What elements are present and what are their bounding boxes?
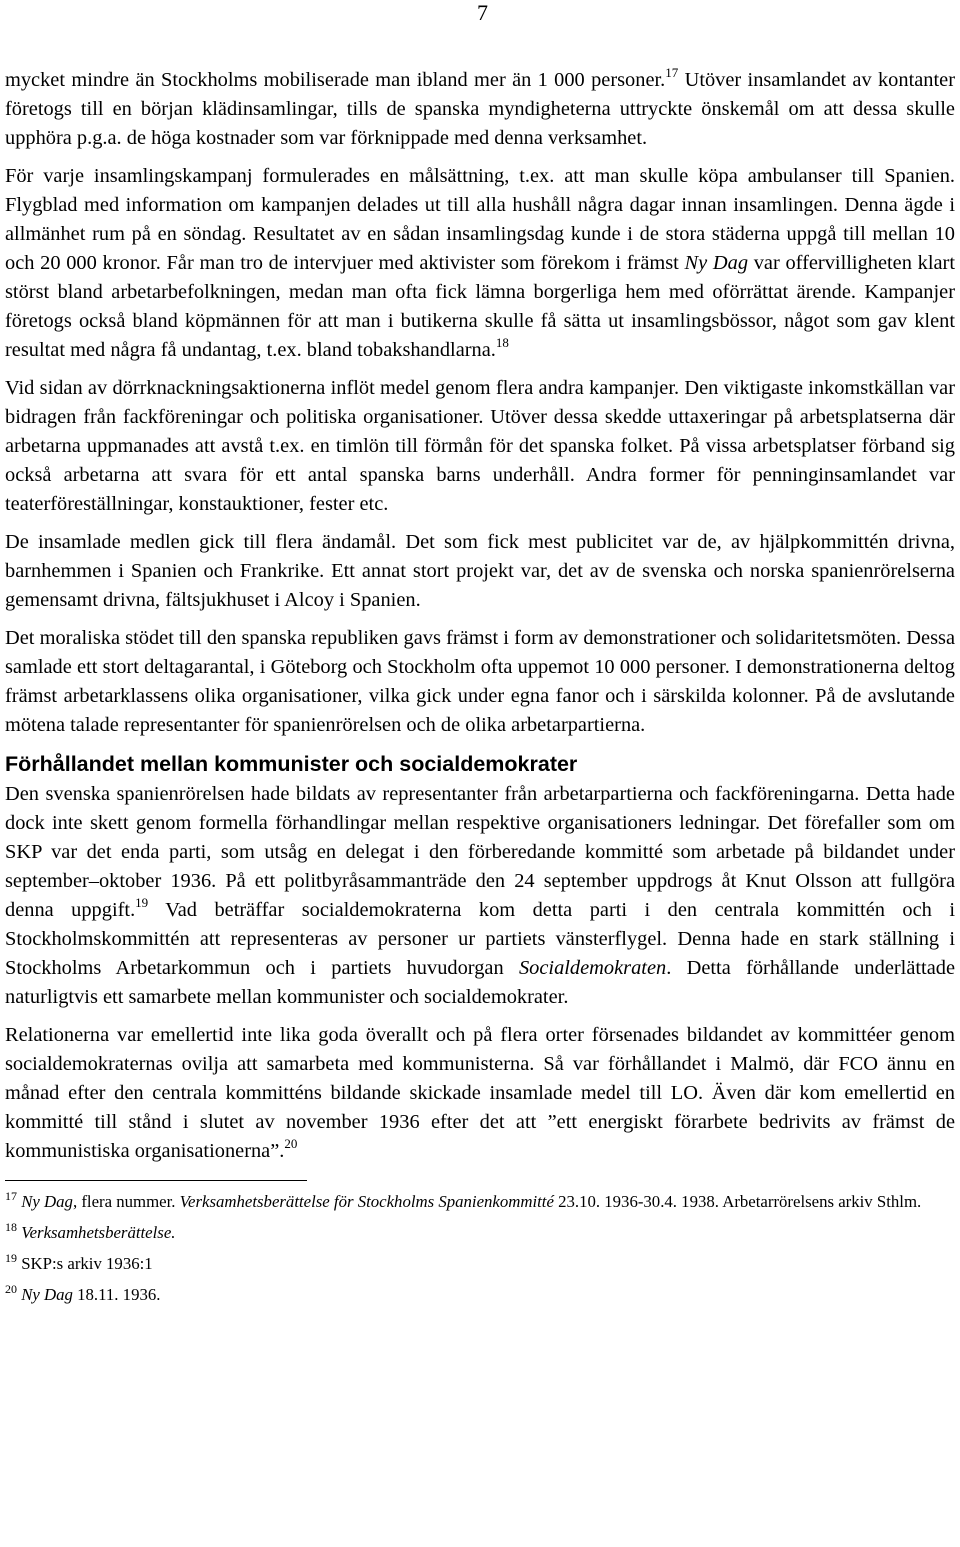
paragraph-6: [5, 780, 955, 1012]
paragraph-6-italic-socialdemokraten: Socialdemokraten: [518, 957, 667, 979]
paragraph-6-text-a: Den svenska spanienrörelsen hade bildats av representanter från arbetarpartierna och fackföreningarna. Detta hade dock inte skett genom formella förhandlingar mellan respektive organisationers ledningar. Det förefaller som om SKP var det enda parti, som utsåg en delegat i den förberedande kommitté som arbetade på bildandet under september–oktober 1936. På ett politbyråsammanträde den 24 september uppdrogs åt Knut Olsson att fullgöra denna uppgift.: [5, 783, 955, 921]
paragraph-1-text-a: mycket mindre än Stockholms mobiliserade man ibland mer än 1 000 personer.: [5, 69, 666, 91]
paragraph-2-italic-ny-dag: Ny Dag: [684, 252, 749, 274]
footnotes: [5, 1191, 955, 1306]
paragraph-2: [5, 162, 955, 365]
paragraph-3: Vid sidan av dörrknackningsaktionerna inflöt medel genom flera andra kampanjer. Den viktigaste inkomstkällan var bidragen från fackföreningar och politiska organisationer. Utöver dessa skedde uttaxeringar på arbetsplatserna där arbetarna uppmanades att avstå t.ex. en timlön till förmån för det spanska folket. På vissa arbetsplatser förband sig också arbetarna att svara för ett antal spanska barns underhåll. Andra former för penninginsamlandet var teaterföreställningar, konstauktioner, fester etc.: [5, 377, 955, 515]
footnote-20-text: 18.11. 1936.: [72, 1285, 161, 1304]
footnote-number: 17: [5, 1189, 17, 1203]
paragraph-2-text-b: var offervilligheten klart störst bland arbetarbefolkningen, medan man ofta fick lämna borgerliga hem med oförrättat ärende. Kampanjer företogs också bland köpmännen för att man i butikerna skulle få sätta ut insamlingsbössor, något som gav klent resultat med några få undantag, t.ex. bland tobakshandlarna.: [5, 252, 955, 361]
paragraph-1-text-b: Utöver insamlandet av kontanter företogs till en början klädinsamlingar, tills de spanska myndigheterna uttryckte önskemål om att dessa skulle upphöra p.g.a. de höga kostnader som var förknippade med denna verksamhet.: [5, 69, 955, 149]
paragraph-4: De insamlade medlen gick till flera ändamål. Det som fick mest publicitet var de, av hjälpkommittén drivna, barnhemmen i Spanien och Frankrike. Ett annat stort projekt var, det av de svenska och norska spanienrörelserna gemensamt drivna, fältsjukhuset i Alcoy i Spanien.: [5, 531, 955, 611]
paragraph-7-text-a: Relationerna var emellertid inte lika goda överallt och på flera orter försenades bildandet av kommittéer genom socialdemokraternas ovilja att samarbeta med kommunisterna. Så var förhållandet i Malmö, där FCO ännu en månad efter den centrala kommitténs bildande skickade insamlade medel till LO. Även där kom emellertid en kommitté till stånd i slutet av november 1936 efter det att ”ett energiskt förarbete bedrivits av främst de kommunistiska organisationerna”.: [5, 1024, 955, 1162]
paragraph-5: Det moraliska stödet till den spanska republiken gavs främst i form av demonstrationer och solidaritetsmöten. Dessa samlade ett stort deltagarantal, i Göteborg och Stockholm ofta uppemot 10 000 personer. I demonstrationerna deltog främst arbetarklassens olika organisationer, vilka gick under egna fanor och i särskilda kolonner. På de avslutande mötena talade representanter för spanienrörelsen och de olika arbetarpartierna.: [5, 627, 955, 736]
footnote-number: 18: [5, 1220, 17, 1234]
footnote-number: 19: [5, 1251, 17, 1265]
paragraph-1: [5, 66, 955, 153]
paragraph-7: [5, 1021, 955, 1166]
footnote-17: [5, 1191, 955, 1213]
footnote-ref-17[interactable]: 17: [665, 65, 679, 80]
footnote-18-italic: Verksamhetsberättelse.: [21, 1223, 176, 1242]
footnote-ref-20[interactable]: 20: [284, 1136, 298, 1151]
footnote-ref-19[interactable]: 19: [135, 895, 149, 910]
paragraph-6-text-c: . Detta förhållande underlättade naturligtvis ett samarbete mellan kommunister och socialdemokrater.: [5, 957, 955, 1008]
footnote-20-italic: Ny Dag: [21, 1285, 73, 1304]
paragraph-6-text-b: Vad beträffar socialdemokraterna kom detta parti i den centrala kommittén och i Stockholmskommittén att representeras av personer ur partiets vänsterflygel. Denna hade en stark ställning i Stockholms Arbetarkommun och i partiets huvudorgan: [5, 899, 955, 979]
footnote-18: [5, 1222, 955, 1244]
footnote-17-text-a: , flera nummer.: [72, 1192, 180, 1211]
footnote-17-text-b: 23.10. 1936-30.4. 1938. Arbetarrörelsens arkiv Sthlm.: [553, 1192, 922, 1211]
footnote-19-text: SKP:s arkiv 1936:1: [17, 1254, 153, 1273]
footnote-17-italic-a: Ny Dag: [21, 1192, 73, 1211]
footnote-19: [5, 1253, 955, 1275]
section-heading: Förhållandet mellan kommunister och socialdemokrater: [5, 752, 578, 776]
document-body: [5, 66, 955, 1315]
footnote-17-italic-b: Verksamhetsberättelse för Stockholms Spanienkommitté: [179, 1192, 554, 1211]
footnote-20: [5, 1284, 955, 1306]
footnote-number: 20: [5, 1282, 17, 1296]
paragraph-2-text-a: För varje insamlingskampanj formulerades en målsättning, t.ex. att man skulle köpa ambulanser till Spanien. Flygblad med information om kampanjen delades ut till alla hushåll några dagar innan insamlingen. Denna ägde i allmänhet rum på en söndag. Resultatet av en sådan insamlingsdag kunde i de stora städerna uppgå till mellan 10 och 20 000 kronor. Får man tro de intervjuer med aktivister som förekom i främst: [5, 165, 955, 274]
footnote-divider: [5, 1180, 307, 1181]
footnote-ref-18[interactable]: 18: [495, 335, 509, 350]
page-number: 7: [477, 0, 488, 25]
